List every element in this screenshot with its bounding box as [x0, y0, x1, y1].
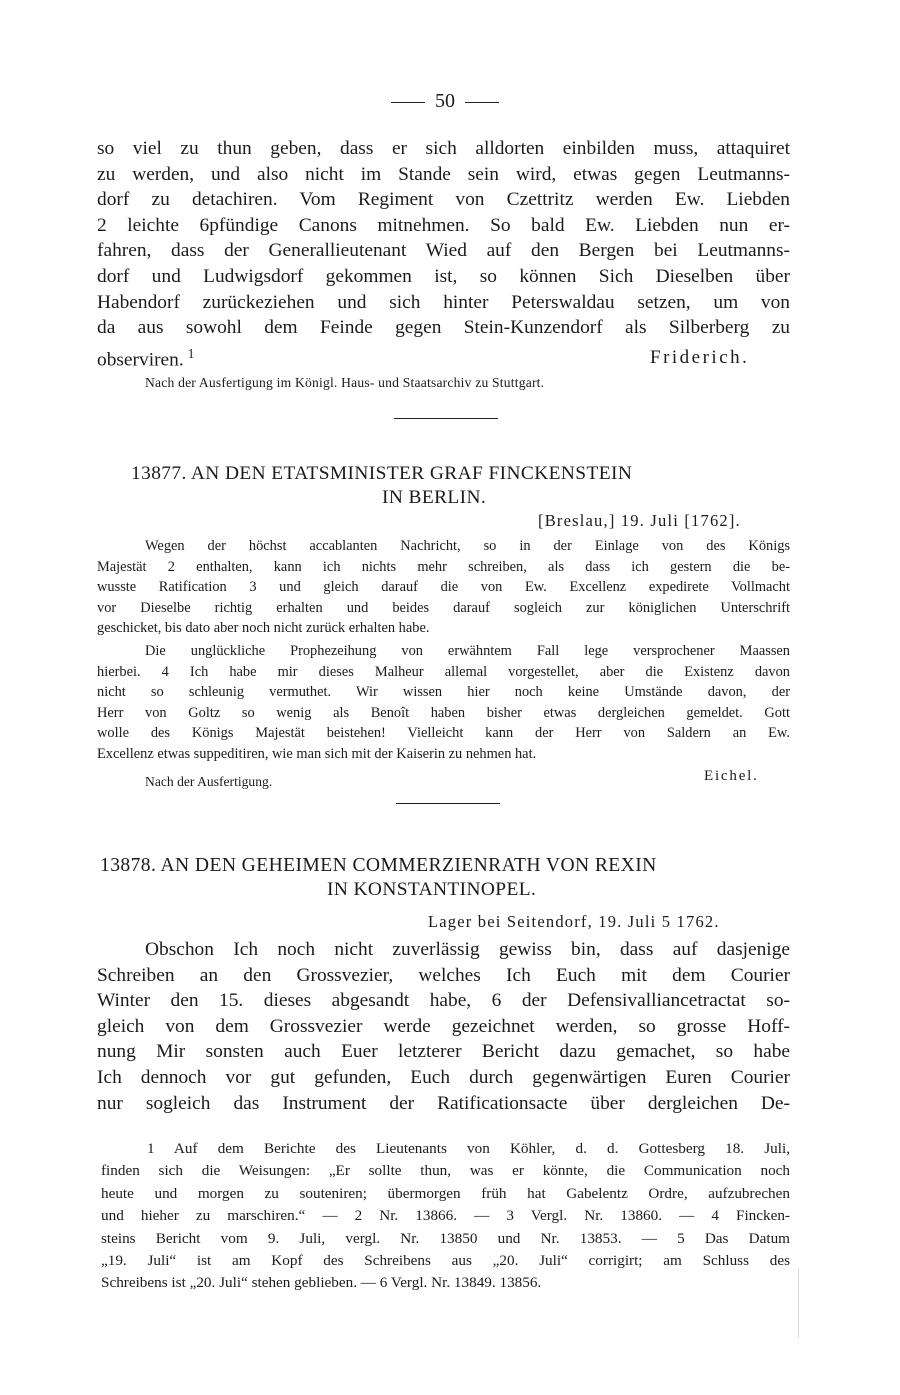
letter-paragraph — [97, 641, 790, 765]
letter-line: Majestät 2 enthalten, kann ich nichts mehr schreiben, als dass ich gestern die be- — [97, 558, 790, 575]
letter-line: nur sogleich das Instrument der Ratificationsacte über dergleichen De- — [97, 1092, 790, 1114]
footnote-line: 1 Auf dem Berichte des Lieutenants von Köhler, d. d. Gottesberg 18. Juli, — [147, 1140, 790, 1157]
letter-line: nicht so schleunig vermuthet. Wir wissen hier noch keine Umstände davon, der — [97, 684, 790, 701]
letter-heading: 13878. AN DEN GEHEIMEN COMMERZIENRATH VON REXIN — [100, 855, 657, 876]
intro-line: da aus sowohl dem Feinde gegen Stein-Kunzendorf als Silberberg zu — [97, 317, 790, 339]
intro-line: fahren, dass der Generallieutenant Wied auf den Bergen bei Leutmanns- — [97, 240, 790, 262]
letter-line: Winter den 15. dieses abgesandt habe, 6 der Defensivalliancetractat so- — [97, 990, 790, 1012]
letter-line: nung Mir sonsten auch Euer letzterer Bericht dazu gemachet, so habe — [97, 1041, 790, 1063]
letter-line: wolle des Königs Majestät beistehen! Vielleicht kann der Herr von Saldern an Ew. — [97, 725, 790, 742]
intro-line: so viel zu thun geben, dass er sich alldorten einbilden muss, attaquiret — [97, 138, 790, 159]
letter-line: gleich von dem Grossvezier werde gezeichnet werden, so grosse Hoff- — [97, 1015, 790, 1037]
letter-line: geschicket, bis dato aber noch nicht zurück erhalten habe. — [97, 620, 430, 637]
intro-line: observiren. — [97, 349, 184, 371]
letter-line: Schreiben an den Grossvezier, welches Ich Euch mit dem Courier — [97, 964, 790, 986]
signature-friderich: Friderich. — [650, 347, 750, 368]
section-divider — [394, 418, 498, 419]
intro-line: dorf zu detachiren. Vom Regiment von Czettritz werden Ew. Liebden — [97, 189, 790, 211]
footnote-line: Schreibens ist „20. Juli“ stehen geblieben. — 6 Vergl. Nr. 13849. 13856. — [101, 1274, 542, 1292]
intro-paragraph — [97, 136, 790, 341]
intro-line: zu werden, und also nicht im Stande sein wird, etwas gegen Leutmanns- — [97, 163, 790, 185]
page-number-text: 50 — [435, 90, 455, 112]
intro-last-line — [97, 341, 194, 373]
footnote-line: finden sich die Weisungen: „Er sollte thun, was er könnte, die Communication noch — [101, 1162, 790, 1180]
source-note: Nach der Ausfertigung. — [145, 774, 273, 789]
letter-line: Excellenz etwas suppeditiren, wie man sich mit der Kaiserin zu nehmen hat. — [97, 745, 537, 762]
letter-line: Die unglückliche Prophezeihung von erwähntem Fall lege versprochener Maassen — [145, 643, 790, 659]
scan-edge-line — [798, 1268, 799, 1338]
section-divider — [396, 803, 500, 804]
intro-line: dorf und Ludwigsdorf gekommen ist, so können Sich Dieselben über — [97, 265, 790, 287]
page-number-dash-left — [391, 102, 425, 103]
letter-line: wusste Ratification 3 und gleich darauf die von Ew. Excellenz expedirete Vollmacht — [97, 579, 790, 596]
footnote-line: „19. Juli“ ist am Kopf des Schreibens aus „20. Juli“ corrigirt; am Schluss des — [101, 1252, 790, 1270]
intro-line: Habendorf zurückeziehen und sich hinter Peterswaldau setzen, um von — [97, 291, 790, 313]
footnote-line: heute und morgen zu souteniren; übermorgen früh hat Gabelentz Ordre, aufzubrechen — [101, 1184, 790, 1202]
footnotes — [101, 1138, 790, 1295]
letter-line: Herr von Goltz so wenig als Benoît haben bisher etwas dergleichen gemeldet. Gott — [97, 704, 790, 721]
letter-dateline: [Breslau,] 19. Juli [1762]. — [538, 511, 741, 530]
letter-line: vor Dieselbe richtig erhalten und beides darauf sogleich zur königlichen Unterschrift — [97, 599, 790, 616]
page-number-dash-right — [465, 102, 499, 103]
footnote-line: und hieher zu marschiren.“ — 2 Nr. 13866. — 3 Vergl. Nr. 13860. — 4 Fincken- — [101, 1207, 790, 1225]
page-number — [370, 90, 520, 113]
source-note: Nach der Ausfertigung im Königl. Haus- und Staatsarchiv zu Stuttgart. — [145, 375, 545, 390]
signature-eichel: Eichel. — [704, 768, 759, 784]
footnote-ref: 1 — [187, 346, 195, 361]
letter-line: hierbei. 4 Ich habe mir dieses Malheur allemal vorgestellet, aber die Existenz davon — [97, 663, 790, 680]
letter-heading: 13877. AN DEN ETATSMINISTER GRAF FINCKENSTEIN — [131, 463, 633, 484]
letter-line: Obschon Ich noch nicht zuverlässig gewiss bin, dass auf dasjenige — [145, 939, 790, 960]
letter-line: Wegen der höchst accablanten Nachricht, so in der Einlage von des Königs — [145, 538, 790, 554]
letter-line: Ich dennoch vor gut gefunden, Euch durch gegenwärtigen Euren Courier — [97, 1066, 790, 1088]
letter-paragraph — [97, 536, 790, 639]
intro-line: 2 leichte 6pfündige Canons mitnehmen. So bald Ew. Liebden nun er- — [97, 214, 790, 236]
letter-paragraph — [97, 937, 790, 1116]
footnote-line: steins Bericht vom 9. Juli, vergl. Nr. 13850 und Nr. 13853. — 5 Das Datum — [101, 1229, 790, 1247]
letter-heading-line2: IN BERLIN. — [382, 487, 487, 508]
letter-heading-line2: IN KONSTANTINOPEL. — [327, 879, 537, 900]
letter-dateline: Lager bei Seitendorf, 19. Juli 5 1762. — [428, 912, 720, 931]
